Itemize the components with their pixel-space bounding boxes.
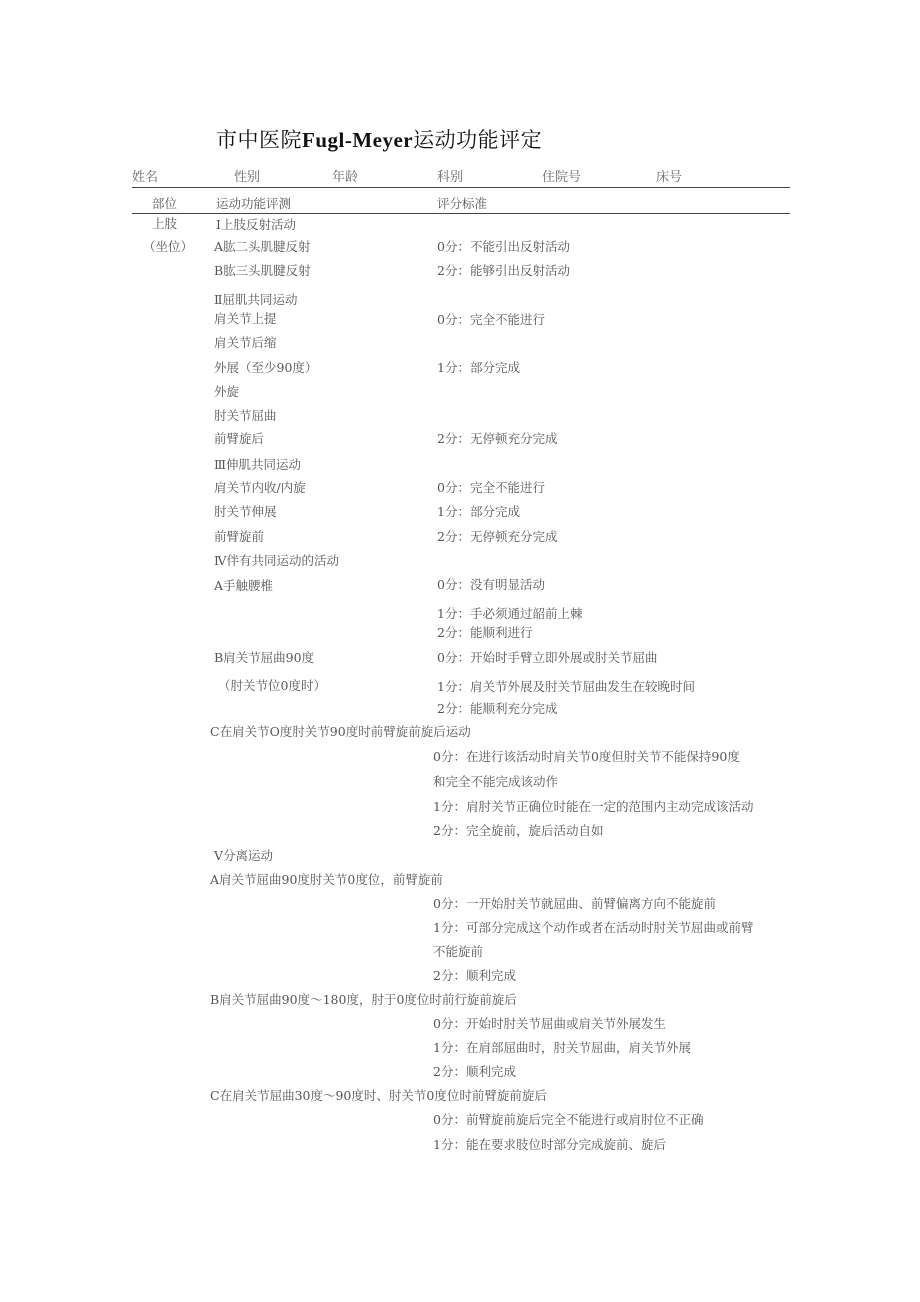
item-elbow-extension: 肘关节伸展 xyxy=(214,504,277,519)
item-forearm-supination: 前臂旋后 xyxy=(214,431,265,446)
score-line: 不能旋前 xyxy=(433,944,484,959)
header-divider xyxy=(132,187,790,188)
score-line: 1分：肩肘关节正确位时能在一定的范围内主动完成该活动 xyxy=(433,799,754,814)
score-line: 和完全不能完成该动作 xyxy=(433,774,559,789)
field-bed-label: 床号 xyxy=(656,170,683,185)
score-line: 1分：可部分完成这个动作或者在活动时肘关节屈曲或前臂 xyxy=(433,920,754,935)
score-line: 1分：部分完成 xyxy=(437,504,520,519)
score-line: 0分：在进行该活动时肩关节0度但肘关节不能保持90度 xyxy=(433,749,740,764)
column-test-header: 运动功能评测 xyxy=(216,196,292,211)
item-shoulder-retraction: 肩关节后缩 xyxy=(214,335,277,350)
score-line: 2分：顺利完成 xyxy=(433,968,516,983)
item-shoulder-flexion-90: B肩关节屈曲90度 xyxy=(214,650,315,665)
score-line: 2分：无停顿充分完成 xyxy=(437,529,558,544)
item-external-rotation: 外旋 xyxy=(214,384,240,399)
score-line: 1分：在肩部屈曲时，肘关节屈曲，肩关节外展 xyxy=(433,1040,691,1055)
field-gender-label: 性别 xyxy=(234,170,261,185)
item-elbow-flexion: 肘关节屈曲 xyxy=(214,408,277,423)
score-line: 1分：能在要求肢位时部分完成旋前、旋后 xyxy=(433,1137,666,1152)
item-section-5: V分离运动 xyxy=(214,848,274,863)
score-line: 0分：没有明显活动 xyxy=(437,577,545,592)
title-name: Fugl-Meyer xyxy=(302,128,414,152)
score-line: 0分：一开始肘关节就屈曲、前臂偏离方向不能旋前 xyxy=(433,896,716,911)
score-line: 1分：肩关节外展及肘关节屈曲发生在较晚时间 xyxy=(437,679,695,694)
score-line: 0分：完全不能进行 xyxy=(437,312,545,327)
item-forearm-pronation: 前臂旋前 xyxy=(214,529,265,544)
item-triceps-reflex: B肱三头肌腱反射 xyxy=(214,263,311,278)
page-title xyxy=(216,124,542,154)
column-score-header: 评分标准 xyxy=(437,196,488,211)
item-separation-c: C在肩关节屈曲30度～90度时、肘关节0度位时前臂旋前旋后 xyxy=(210,1088,547,1103)
part-name: 上肢 xyxy=(152,216,178,231)
score-line: 0分：开始时手臂立即外展或肘关节屈曲 xyxy=(437,650,658,665)
part-position: （坐位） xyxy=(143,239,194,254)
item-separation-b: B肩关节屈曲90度～180度，肘于0度位时前行旋前旋后 xyxy=(210,992,517,1007)
score-line: 0分：前臂旋前旋后完全不能进行或肩肘位不正确 xyxy=(433,1112,704,1127)
score-line: 0分：完全不能进行 xyxy=(437,480,545,495)
field-age-label: 年龄 xyxy=(332,170,359,185)
score-line: 2分：能顺利进行 xyxy=(437,625,533,640)
score-line: 0分：不能引出反射活动 xyxy=(437,239,570,254)
item-biceps-reflex: A肱二头肌腱反射 xyxy=(214,239,311,254)
field-name-label: 姓名 xyxy=(132,170,159,185)
column-divider xyxy=(132,213,790,214)
item-abduction: 外展（至少90度） xyxy=(214,360,318,375)
item-section-3: Ⅲ伸肌共同运动 xyxy=(214,457,302,472)
score-line: 2分：完全旋前，旋后活动自如 xyxy=(433,823,604,838)
item-section-1: Ⅰ上肢反射活动 xyxy=(216,217,296,232)
item-section-2: Ⅱ屈肌共同运动 xyxy=(214,292,298,307)
field-admission-no-label: 住院号 xyxy=(542,170,582,185)
score-line: 0分：开始时肘关节屈曲或肩关节外展发生 xyxy=(433,1016,666,1031)
item-pronation-supination-90: C在肩关节O度肘关节90度时前臂旋前旋后运动 xyxy=(210,724,471,739)
score-line: 1分：手必须通过韶前上棘 xyxy=(437,606,583,621)
title-prefix: 市中医院 xyxy=(216,128,302,152)
field-department-label: 科别 xyxy=(437,170,464,185)
item-shoulder-adduction: 肩关节内收/内旋 xyxy=(214,480,306,495)
score-line: 2分：顺利完成 xyxy=(433,1064,516,1079)
item-section-4: Ⅳ伴有共同运动的活动 xyxy=(214,553,339,568)
score-line: 2分：能够引出反射活动 xyxy=(437,263,570,278)
score-line: 1分：部分完成 xyxy=(437,360,520,375)
item-shoulder-elevation: 肩关节上提 xyxy=(214,311,277,326)
item-hand-to-lumbar: A手触腰椎 xyxy=(214,578,274,593)
score-line: 2分：能顺利充分完成 xyxy=(437,701,558,716)
item-elbow-0-note: （肘关节位0度时） xyxy=(218,678,326,693)
column-part-header: 部位 xyxy=(152,196,178,211)
score-line: 2分：无停顿充分完成 xyxy=(437,431,558,446)
item-separation-a: A肩关节屈曲90度肘关节0度位，前臂旋前 xyxy=(210,872,443,887)
title-suffix: 运动功能评定 xyxy=(413,128,543,152)
